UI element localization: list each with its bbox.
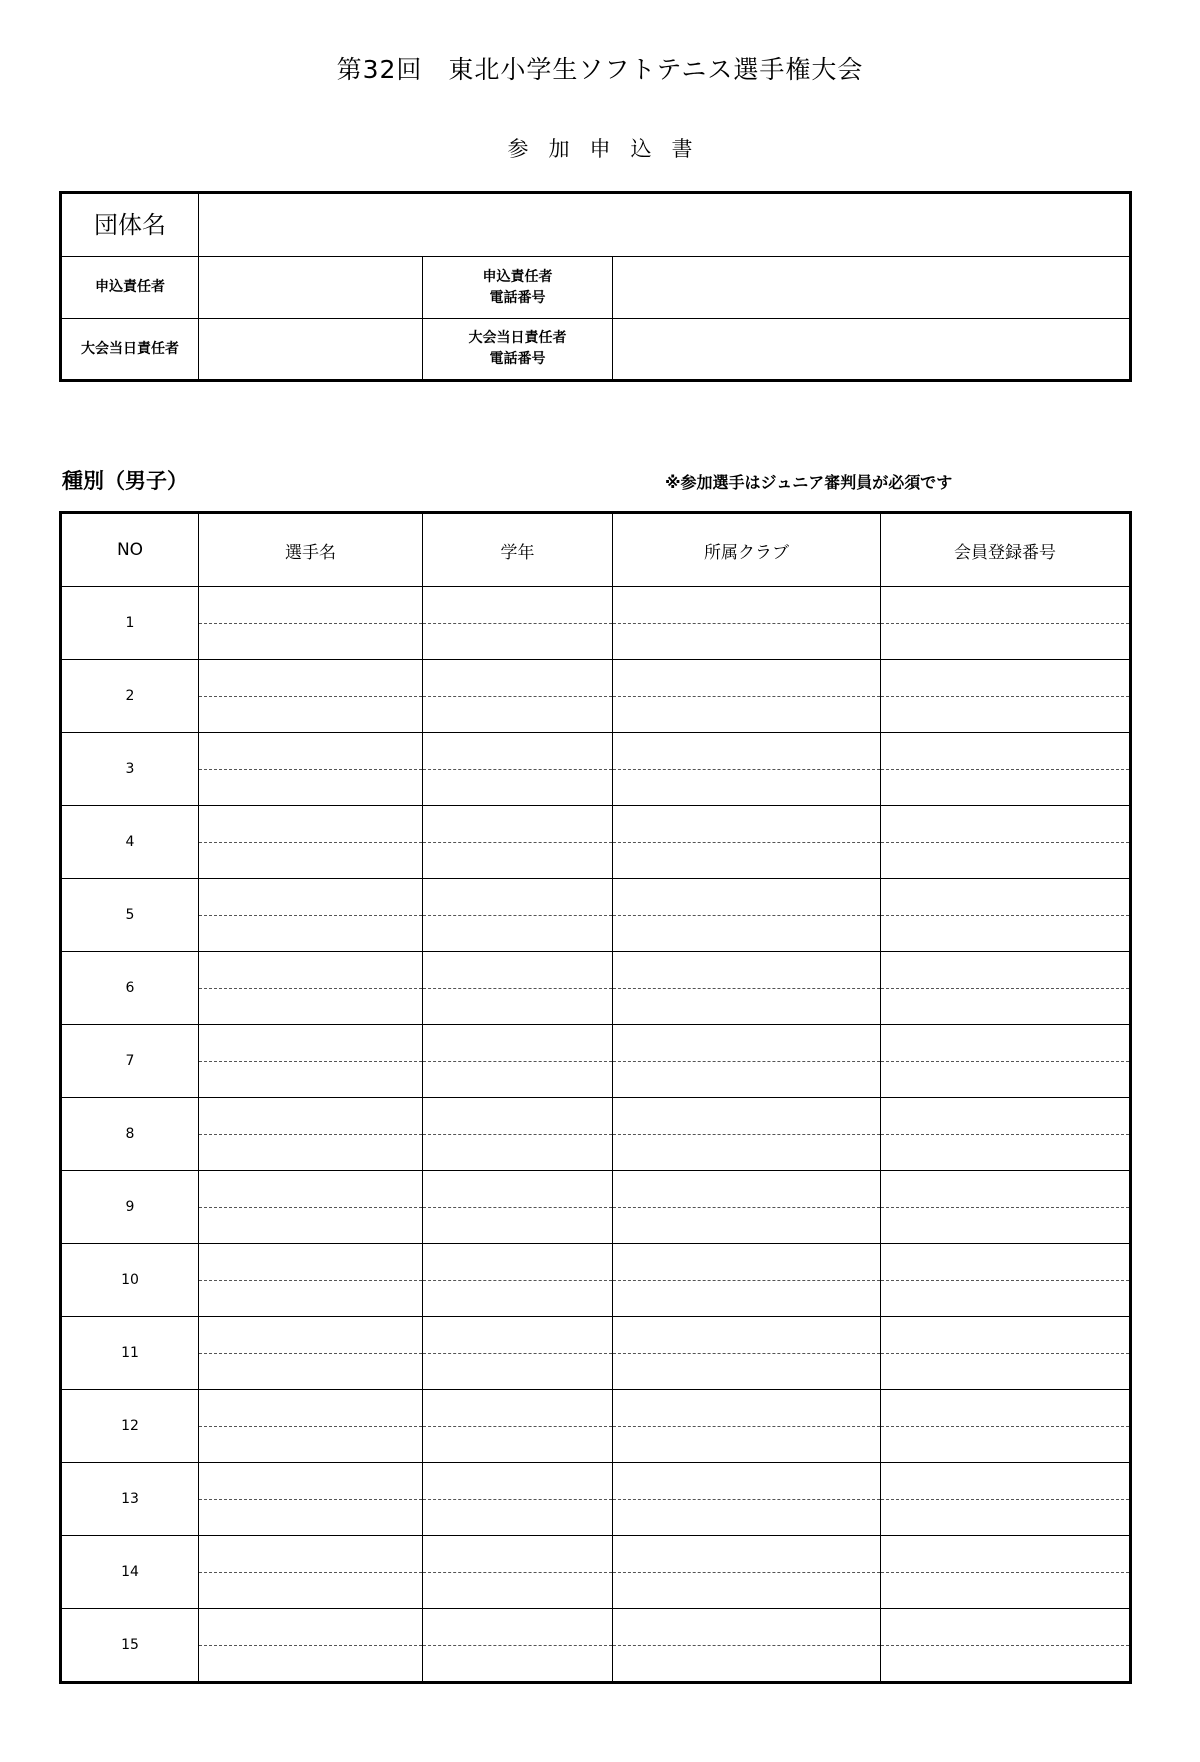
grade-field[interactable] — [423, 1317, 613, 1390]
member-id-field[interactable] — [881, 1171, 1131, 1244]
member-id-field[interactable] — [881, 660, 1131, 733]
dayof-phone-label-line1: 大会当日責任者 — [468, 330, 567, 346]
member-id-field[interactable] — [881, 806, 1131, 879]
row-number: 1 — [61, 587, 199, 660]
member-id-field[interactable] — [881, 879, 1131, 952]
member-id-field[interactable] — [881, 1244, 1131, 1317]
grade-field[interactable] — [423, 1098, 613, 1171]
section-note: ※参加選手はジュニア審判員が必須です — [665, 473, 953, 492]
header-grade: 学年 — [423, 513, 613, 587]
table-row — [61, 1463, 1131, 1536]
grade-field[interactable] — [423, 879, 613, 952]
player-name-field[interactable] — [199, 806, 423, 879]
row-number: 2 — [61, 660, 199, 733]
row-number: 4 — [61, 806, 199, 879]
table-row — [61, 1244, 1131, 1317]
member-id-field[interactable] — [881, 587, 1131, 660]
club-field[interactable] — [613, 1098, 881, 1171]
player-name-field[interactable] — [199, 1098, 423, 1171]
club-field[interactable] — [613, 1171, 881, 1244]
member-id-field[interactable] — [881, 1609, 1131, 1683]
table-row — [61, 660, 1131, 733]
table-row — [61, 952, 1131, 1025]
player-name-field[interactable] — [199, 1390, 423, 1463]
member-id-field[interactable] — [881, 1098, 1131, 1171]
player-name-field[interactable] — [199, 1317, 423, 1390]
organization-table — [59, 191, 1132, 382]
grade-field[interactable] — [423, 1171, 613, 1244]
club-field[interactable] — [613, 1609, 881, 1683]
member-id-field[interactable] — [881, 952, 1131, 1025]
club-field[interactable] — [613, 1244, 881, 1317]
grade-field[interactable] — [423, 1463, 613, 1536]
row-number: 9 — [61, 1171, 199, 1244]
table-row — [61, 1390, 1131, 1463]
row-number: 14 — [61, 1536, 199, 1609]
club-field[interactable] — [613, 952, 881, 1025]
document-title: 第32回 東北小学生ソフトテニス選手権大会 — [336, 55, 864, 84]
player-name-field[interactable] — [199, 1025, 423, 1098]
member-id-field[interactable] — [881, 1536, 1131, 1609]
row-number: 6 — [61, 952, 199, 1025]
club-field[interactable] — [613, 879, 881, 952]
member-id-field[interactable] — [881, 1025, 1131, 1098]
player-table — [59, 511, 1132, 1684]
table-row — [61, 733, 1131, 806]
dayof-phone-label-line2: 電話番号 — [489, 351, 546, 367]
club-field[interactable] — [613, 660, 881, 733]
grade-field[interactable] — [423, 1390, 613, 1463]
grade-field[interactable] — [423, 1609, 613, 1683]
table-row — [61, 587, 1131, 660]
player-name-field[interactable] — [199, 660, 423, 733]
player-name-field[interactable] — [199, 1609, 423, 1683]
grade-field[interactable] — [423, 1536, 613, 1609]
dayof-label: 大会当日責任者 — [61, 319, 199, 381]
grade-field[interactable] — [423, 952, 613, 1025]
player-name-field[interactable] — [199, 1244, 423, 1317]
member-id-field[interactable] — [881, 1390, 1131, 1463]
player-name-field[interactable] — [199, 1171, 423, 1244]
org-name-label: 団体名 — [61, 193, 199, 257]
grade-field[interactable] — [423, 660, 613, 733]
grade-field[interactable] — [423, 587, 613, 660]
header-name: 選手名 — [199, 513, 423, 587]
row-number: 15 — [61, 1609, 199, 1683]
applicant-phone-label-line1: 申込責任者 — [482, 268, 553, 285]
row-number: 8 — [61, 1098, 199, 1171]
player-name-field[interactable] — [199, 587, 423, 660]
header-member-id: 会員登録番号 — [881, 513, 1131, 587]
row-number: 7 — [61, 1025, 199, 1098]
member-id-field[interactable] — [881, 1317, 1131, 1390]
table-row — [61, 1171, 1131, 1244]
table-row — [61, 1609, 1131, 1683]
header-no: NO — [61, 513, 199, 587]
applicant-phone-field[interactable] — [613, 257, 1131, 319]
grade-field[interactable] — [423, 1244, 613, 1317]
club-field[interactable] — [613, 1536, 881, 1609]
member-id-field[interactable] — [881, 733, 1131, 806]
row-number: 13 — [61, 1463, 199, 1536]
table-row — [61, 1317, 1131, 1390]
applicant-phone-label — [423, 257, 613, 319]
player-name-field[interactable] — [199, 733, 423, 806]
applicant-label: 申込責任者 — [61, 257, 199, 319]
club-field[interactable] — [613, 1463, 881, 1536]
row-number: 10 — [61, 1244, 199, 1317]
header-club: 所属クラブ — [613, 513, 881, 587]
player-name-field[interactable] — [199, 952, 423, 1025]
section-heading: 種別（男子） — [62, 469, 188, 493]
player-name-field[interactable] — [199, 1536, 423, 1609]
table-row — [61, 1098, 1131, 1171]
player-rows — [61, 587, 1131, 1683]
dayof-phone-label — [423, 319, 613, 381]
grade-field[interactable] — [423, 806, 613, 879]
grade-field[interactable] — [423, 733, 613, 806]
row-number: 3 — [61, 733, 199, 806]
club-field[interactable] — [613, 806, 881, 879]
table-row — [61, 879, 1131, 952]
dayof-phone-field[interactable] — [613, 319, 1131, 381]
row-number: 5 — [61, 879, 199, 952]
club-field[interactable] — [613, 1390, 881, 1463]
club-field[interactable] — [613, 587, 881, 660]
club-field[interactable] — [613, 1025, 881, 1098]
member-id-field[interactable] — [881, 1463, 1131, 1536]
player-name-field[interactable] — [199, 879, 423, 952]
player-name-field[interactable] — [199, 1463, 423, 1536]
club-field[interactable] — [613, 1317, 881, 1390]
table-row — [61, 806, 1131, 879]
dayof-field[interactable] — [199, 319, 423, 381]
applicant-phone-label-line2: 電話番号 — [489, 289, 546, 306]
table-row — [61, 1025, 1131, 1098]
row-number: 12 — [61, 1390, 199, 1463]
row-number: 11 — [61, 1317, 199, 1390]
applicant-field[interactable] — [199, 257, 423, 319]
table-row — [61, 1536, 1131, 1609]
club-field[interactable] — [613, 733, 881, 806]
document-subtitle: 参加申込書 — [507, 137, 713, 161]
grade-field[interactable] — [423, 1025, 613, 1098]
org-name-field[interactable] — [199, 193, 1131, 257]
